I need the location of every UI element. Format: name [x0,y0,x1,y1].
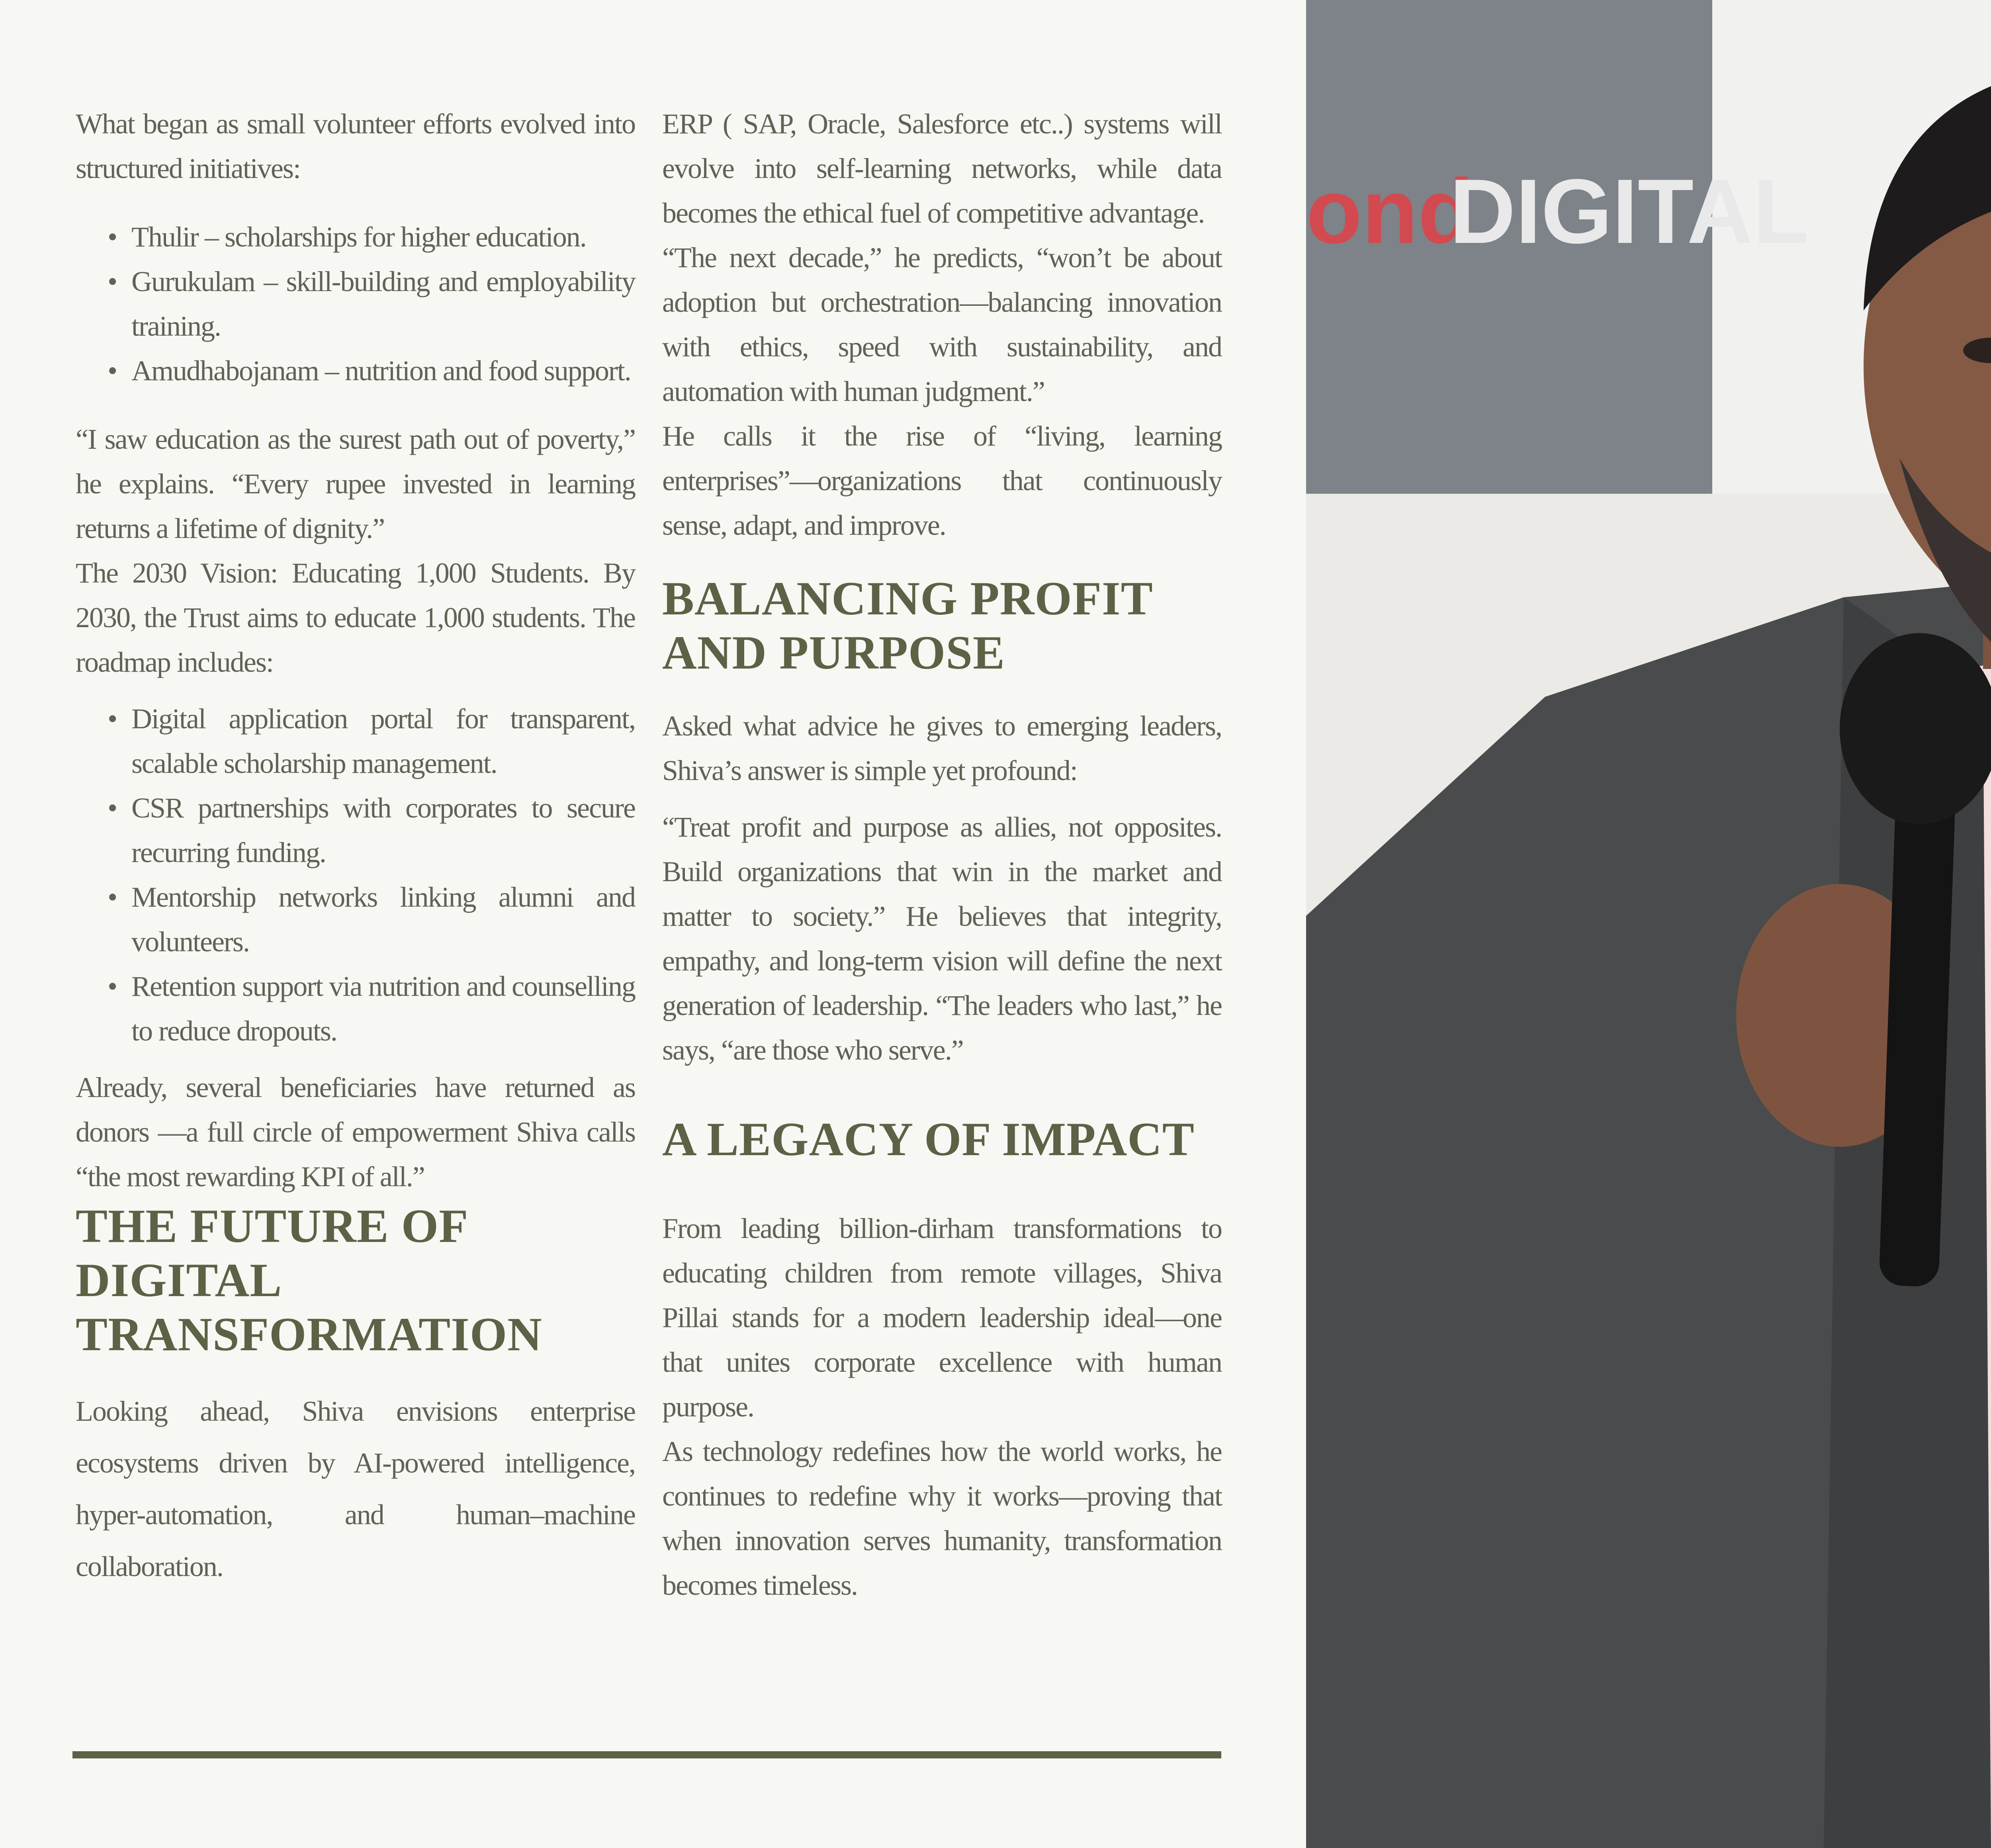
banner-left-red: ond [1306,160,1474,262]
balance-heading: BALANCING PROFIT AND PURPOSE [662,572,1152,679]
speaker-photo [1306,0,1991,1848]
education-quote: “I saw education as the surest path out of poverty,” he explains. “Every rupee invested in learning returns a lifetime of dignity.” [76,423,635,544]
list-item: • Thulir – scholarships for higher education. [76,215,635,259]
legacy-heading: A LEGACY OF IMPACT [662,1113,1195,1166]
left-column [76,102,635,1592]
initiatives-list [76,215,635,393]
donors-paragraph: Already, several beneficiaries have returned as donors —a full circle of empowerment Shiva calls “the most rewarding KPI of all.” [76,1072,635,1193]
list-item: • Amudhabojanam – nutrition and food support. [76,348,635,393]
right-column [662,102,1222,1607]
future-paragraph: Looking ahead, Shiva envisions enterprise ecosystems driven by AI-powered intelligence, hyper-automation, and human–machine collaboration. [76,1395,635,1582]
living-enterprises-paragraph: He calls it the rise of “living, learning enterprises”—organizations that continuously sense, adapt, and improve. [662,420,1222,541]
intro-paragraph: What began as small volunteer efforts evolved into structured initiatives: [76,108,635,184]
list-item: • Mentorship networks linking alumni and volunteers. [76,875,635,964]
list-item: • CSR partnerships with corporates to secure recurring funding. [76,786,635,875]
erp-paragraph: ERP ( SAP, Oracle, Salesforce etc..) systems will evolve into self-learning networks, while data becomes the ethical fuel of competitive advantage. [662,108,1222,229]
roadmap-list [76,696,635,1053]
list-item: • Retention support via nutrition and counselling to reduce dropouts. [76,964,635,1053]
future-heading: THE FUTURE OF DIGITAL TRANSFORMATION [76,1199,542,1361]
allies-quote: “Treat profit and purpose as allies, not opposites. Build organizations that win in the market and matter to society.” He believes that integrity, empathy, and long-term vision will define the next generation of leadership. “The leaders who last,” he says, “are those who serve.” [662,811,1222,1066]
next-decade-quote: “The next decade,” he predicts, “won’t be about adoption but orchestration—balancing innovation with ethics, speed with sustainability, and automation with human judgment.” [662,242,1222,407]
list-item: • Digital application portal for transparent, scalable scholarship management. [76,696,635,786]
list-item: • Gurukulam – skill-building and employability training. [76,259,635,348]
bottom-rule [72,1751,1221,1758]
legacy-paragraph: From leading billion-dirham transformations to educating children from remote villages, Shiva Pillai stands for a modern leadership ideal—one that unites corporate excellence with human purpose. [662,1212,1222,1423]
vision-paragraph: The 2030 Vision: Educating 1,000 Students. By 2030, the Trust aims to educate 1,000 students. The roadmap includes: [76,557,635,678]
banner-left-text: DIGITAL [1449,160,1809,262]
advice-paragraph: Asked what advice he gives to emerging leaders, Shiva’s answer is simple yet profound: [662,710,1222,786]
closing-paragraph: As technology redefines how the world works, he continues to redefine why it works—proving that when innovation serves humanity, transformation becomes timeless. [662,1435,1222,1601]
